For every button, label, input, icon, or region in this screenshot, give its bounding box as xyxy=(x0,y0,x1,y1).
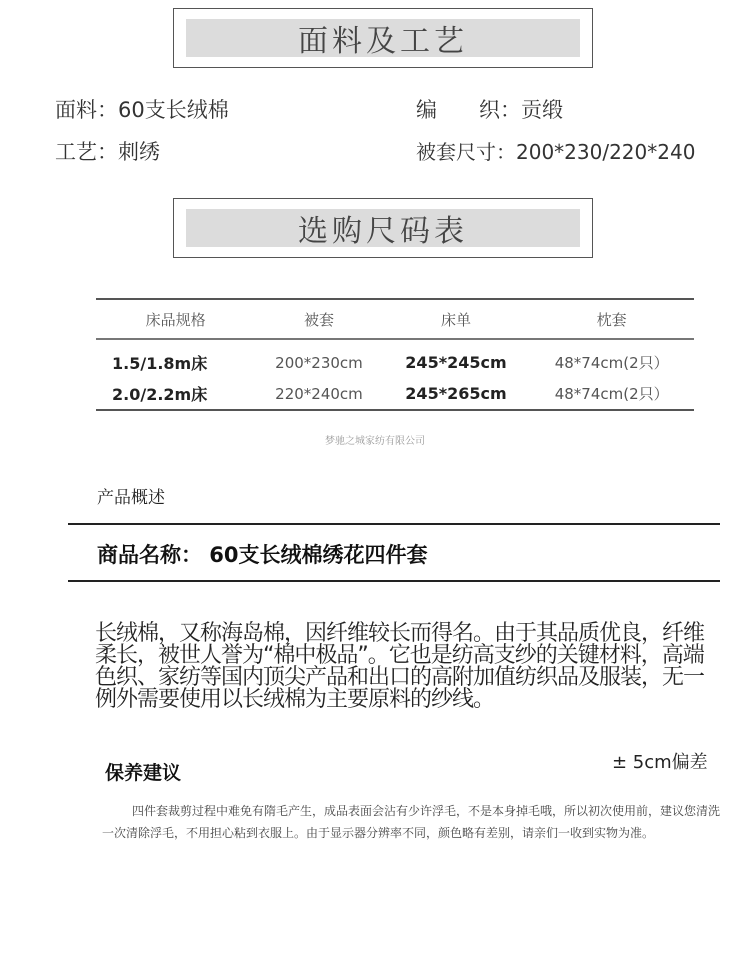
fabric-spec: 面料：60支长绒棉 xyxy=(55,98,229,122)
craft-spec: 工艺：刺绣 xyxy=(55,140,160,164)
size-tolerance: ± 5cm偏差 xyxy=(612,752,708,773)
table-row xyxy=(96,339,694,378)
care-text: 四件套裁剪过程中难免有隋毛产生，成品表面会沾有少许浮毛，不是本身掉毛哦，所以初次使用前，建议您清洗一次清除浮毛，不用担心粘到衣服上。由于显示器分辨率不同，颜色略有差别，请亲们一收到实物为准。 xyxy=(102,804,721,840)
table-cell-duvet: 220*240cm xyxy=(255,378,382,410)
product-description: 长绒棉，又称海岛棉，因纤维较长而得名。由于其品质优良，纤维柔长，被世人誉为“棉中极品”。它也是纺高支纱的关键材料，高端色织、家纺等国内顶尖产品和出口的高附加值纺织品及服装，无一例外需要使用以长绒棉为主要原料的纱线。 xyxy=(95,621,705,712)
table-cell-sheet: 245*265cm xyxy=(383,378,530,410)
weave-spec: 编 织：贡缎 xyxy=(416,98,563,122)
fabric-section-title-box xyxy=(173,8,593,68)
divider-bottom xyxy=(68,580,720,582)
size-spec: 被套尺寸：200*230/220*240 xyxy=(416,140,696,164)
size-table-header: 床品规格 xyxy=(96,299,255,339)
table-cell-duvet: 200*230cm xyxy=(275,353,363,372)
size-table xyxy=(96,298,694,411)
size-table-header-row xyxy=(96,299,694,339)
size-table-header: 枕套 xyxy=(529,299,694,339)
table-cell-bed-size: 2.0/2.2m床 xyxy=(96,378,255,410)
size-section-title: 选购尺码表 xyxy=(186,209,580,247)
table-row xyxy=(96,378,694,410)
product-name: 商品名称： 60支长绒棉绣花四件套 xyxy=(97,543,428,567)
table-cell-bed-size: 1.5/1.8m床 xyxy=(112,354,208,373)
size-table-header: 被套 xyxy=(255,299,382,339)
divider-top xyxy=(68,523,720,525)
table-cell-pillowcase: 48*74cm(2只） xyxy=(554,354,669,372)
size-table-header: 床单 xyxy=(383,299,530,339)
table-cell-pillowcase: 48*74cm(2只） xyxy=(529,378,694,410)
size-section-title-box xyxy=(173,198,593,258)
table-cell-sheet: 245*245cm xyxy=(405,353,507,372)
overview-heading: 产品概述 xyxy=(97,488,165,508)
company-name: 梦驰之城家纺有限公司 xyxy=(325,436,425,447)
care-title: 保养建议 xyxy=(105,762,182,784)
fabric-section-title: 面料及工艺 xyxy=(186,19,580,57)
